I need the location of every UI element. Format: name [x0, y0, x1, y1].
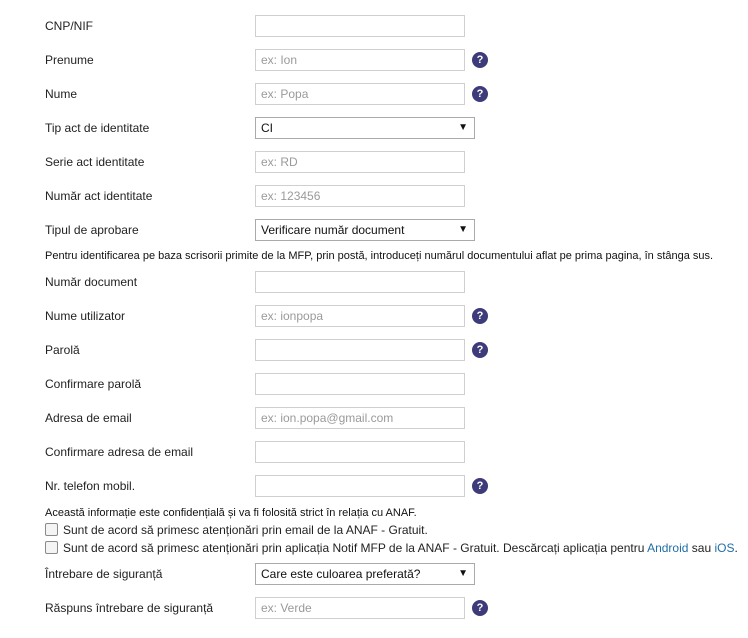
help-icon[interactable]: ? [472, 478, 488, 494]
tip-aprobare-selected: Verificare număr document [261, 223, 405, 237]
row-confirmare-email [0, 441, 748, 463]
consent-app-row[interactable] [45, 541, 738, 557]
consent-email-label: Sunt de acord să primesc atenționări prin email de la ANAF - Gratuit. [63, 523, 428, 537]
consent-app-checkbox[interactable] [45, 541, 58, 554]
label-raspuns: Răspuns întrebare de siguranță [45, 601, 214, 615]
row-intrebare [0, 563, 748, 585]
label-nume: Nume [45, 87, 78, 101]
email-input[interactable] [255, 407, 465, 429]
tip-act-select[interactable] [255, 117, 475, 139]
tip-act-selected: CI [261, 121, 273, 135]
consent-email-row[interactable] [45, 523, 428, 539]
label-prenume: Prenume [45, 53, 94, 67]
label-parola: Parolă [45, 343, 80, 357]
chevron-down-icon: ▼ [458, 224, 468, 235]
row-email [0, 407, 748, 429]
confirmare-parola-input[interactable] [255, 373, 465, 395]
row-numar-document [0, 271, 748, 293]
android-link[interactable]: Android [647, 541, 689, 555]
label-email: Adresa de email [45, 411, 132, 425]
parola-input[interactable] [255, 339, 465, 361]
prenume-input[interactable] [255, 49, 465, 71]
chevron-down-icon: ▼ [458, 568, 468, 579]
raspuns-input[interactable] [255, 597, 465, 619]
row-cnp [0, 15, 748, 37]
label-numar-act: Număr act identitate [45, 189, 153, 203]
consent-email-checkbox[interactable] [45, 523, 58, 536]
row-confirmare-parola [0, 373, 748, 395]
row-tip-act [0, 117, 748, 139]
help-icon[interactable]: ? [472, 52, 488, 68]
row-prenume [0, 49, 748, 71]
row-parola [0, 339, 748, 361]
label-numar-document: Număr document [45, 275, 138, 289]
serie-act-input[interactable] [255, 151, 465, 173]
label-tip-act: Tip act de identitate [45, 121, 150, 135]
label-intrebare: Întrebare de siguranță [45, 567, 163, 581]
label-serie-act: Serie act identitate [45, 155, 145, 169]
consent-app-label: Sunt de acord să primesc atenționări prin aplicația Notif MFP de la ANAF - Gratuit. Descărcați aplicația pentru [63, 541, 645, 555]
row-numar-act [0, 185, 748, 207]
row-nume [0, 83, 748, 105]
numar-act-input[interactable] [255, 185, 465, 207]
intrebare-selected: Care este culoarea preferată? [261, 567, 421, 581]
nume-utilizator-input[interactable] [255, 305, 465, 327]
row-tip-aprobare [0, 219, 748, 241]
chevron-down-icon: ▼ [458, 122, 468, 133]
cnp-input[interactable] [255, 15, 465, 37]
label-nume-utilizator: Nume utilizator [45, 309, 126, 323]
consent-app-suffix: . [734, 541, 738, 555]
numar-document-input[interactable] [255, 271, 465, 293]
telefon-input[interactable] [255, 475, 465, 497]
row-serie-act [0, 151, 748, 173]
label-tip-aprobare: Tipul de aprobare [45, 223, 139, 237]
confirmare-email-input[interactable] [255, 441, 465, 463]
aprobare-note: Pentru identificarea pe baza scrisorii primite de la MFP, prin postă, introduceți numărul documentului aflat pe prima pagina, în stânga sus. [45, 250, 714, 262]
label-confirmare-parola: Confirmare parolă [45, 377, 142, 391]
row-nume-utilizator [0, 305, 748, 327]
tip-aprobare-select[interactable] [255, 219, 475, 241]
row-raspuns [0, 597, 748, 619]
consent-app-sep: sau [691, 541, 712, 555]
label-telefon: Nr. telefon mobil. [45, 479, 136, 493]
help-icon[interactable]: ? [472, 600, 488, 616]
help-icon[interactable]: ? [472, 86, 488, 102]
label-confirmare-email: Confirmare adresa de email [45, 445, 194, 459]
label-cnp: CNP/NIF [45, 19, 93, 33]
intrebare-select[interactable] [255, 563, 475, 585]
help-icon[interactable]: ? [472, 308, 488, 324]
ios-link[interactable]: iOS [714, 541, 735, 555]
nume-input[interactable] [255, 83, 465, 105]
help-icon[interactable]: ? [472, 342, 488, 358]
confidential-note: Această informație este confidențială și va fi folosită strict în relația cu ANAF. [45, 507, 417, 519]
row-telefon [0, 475, 748, 497]
